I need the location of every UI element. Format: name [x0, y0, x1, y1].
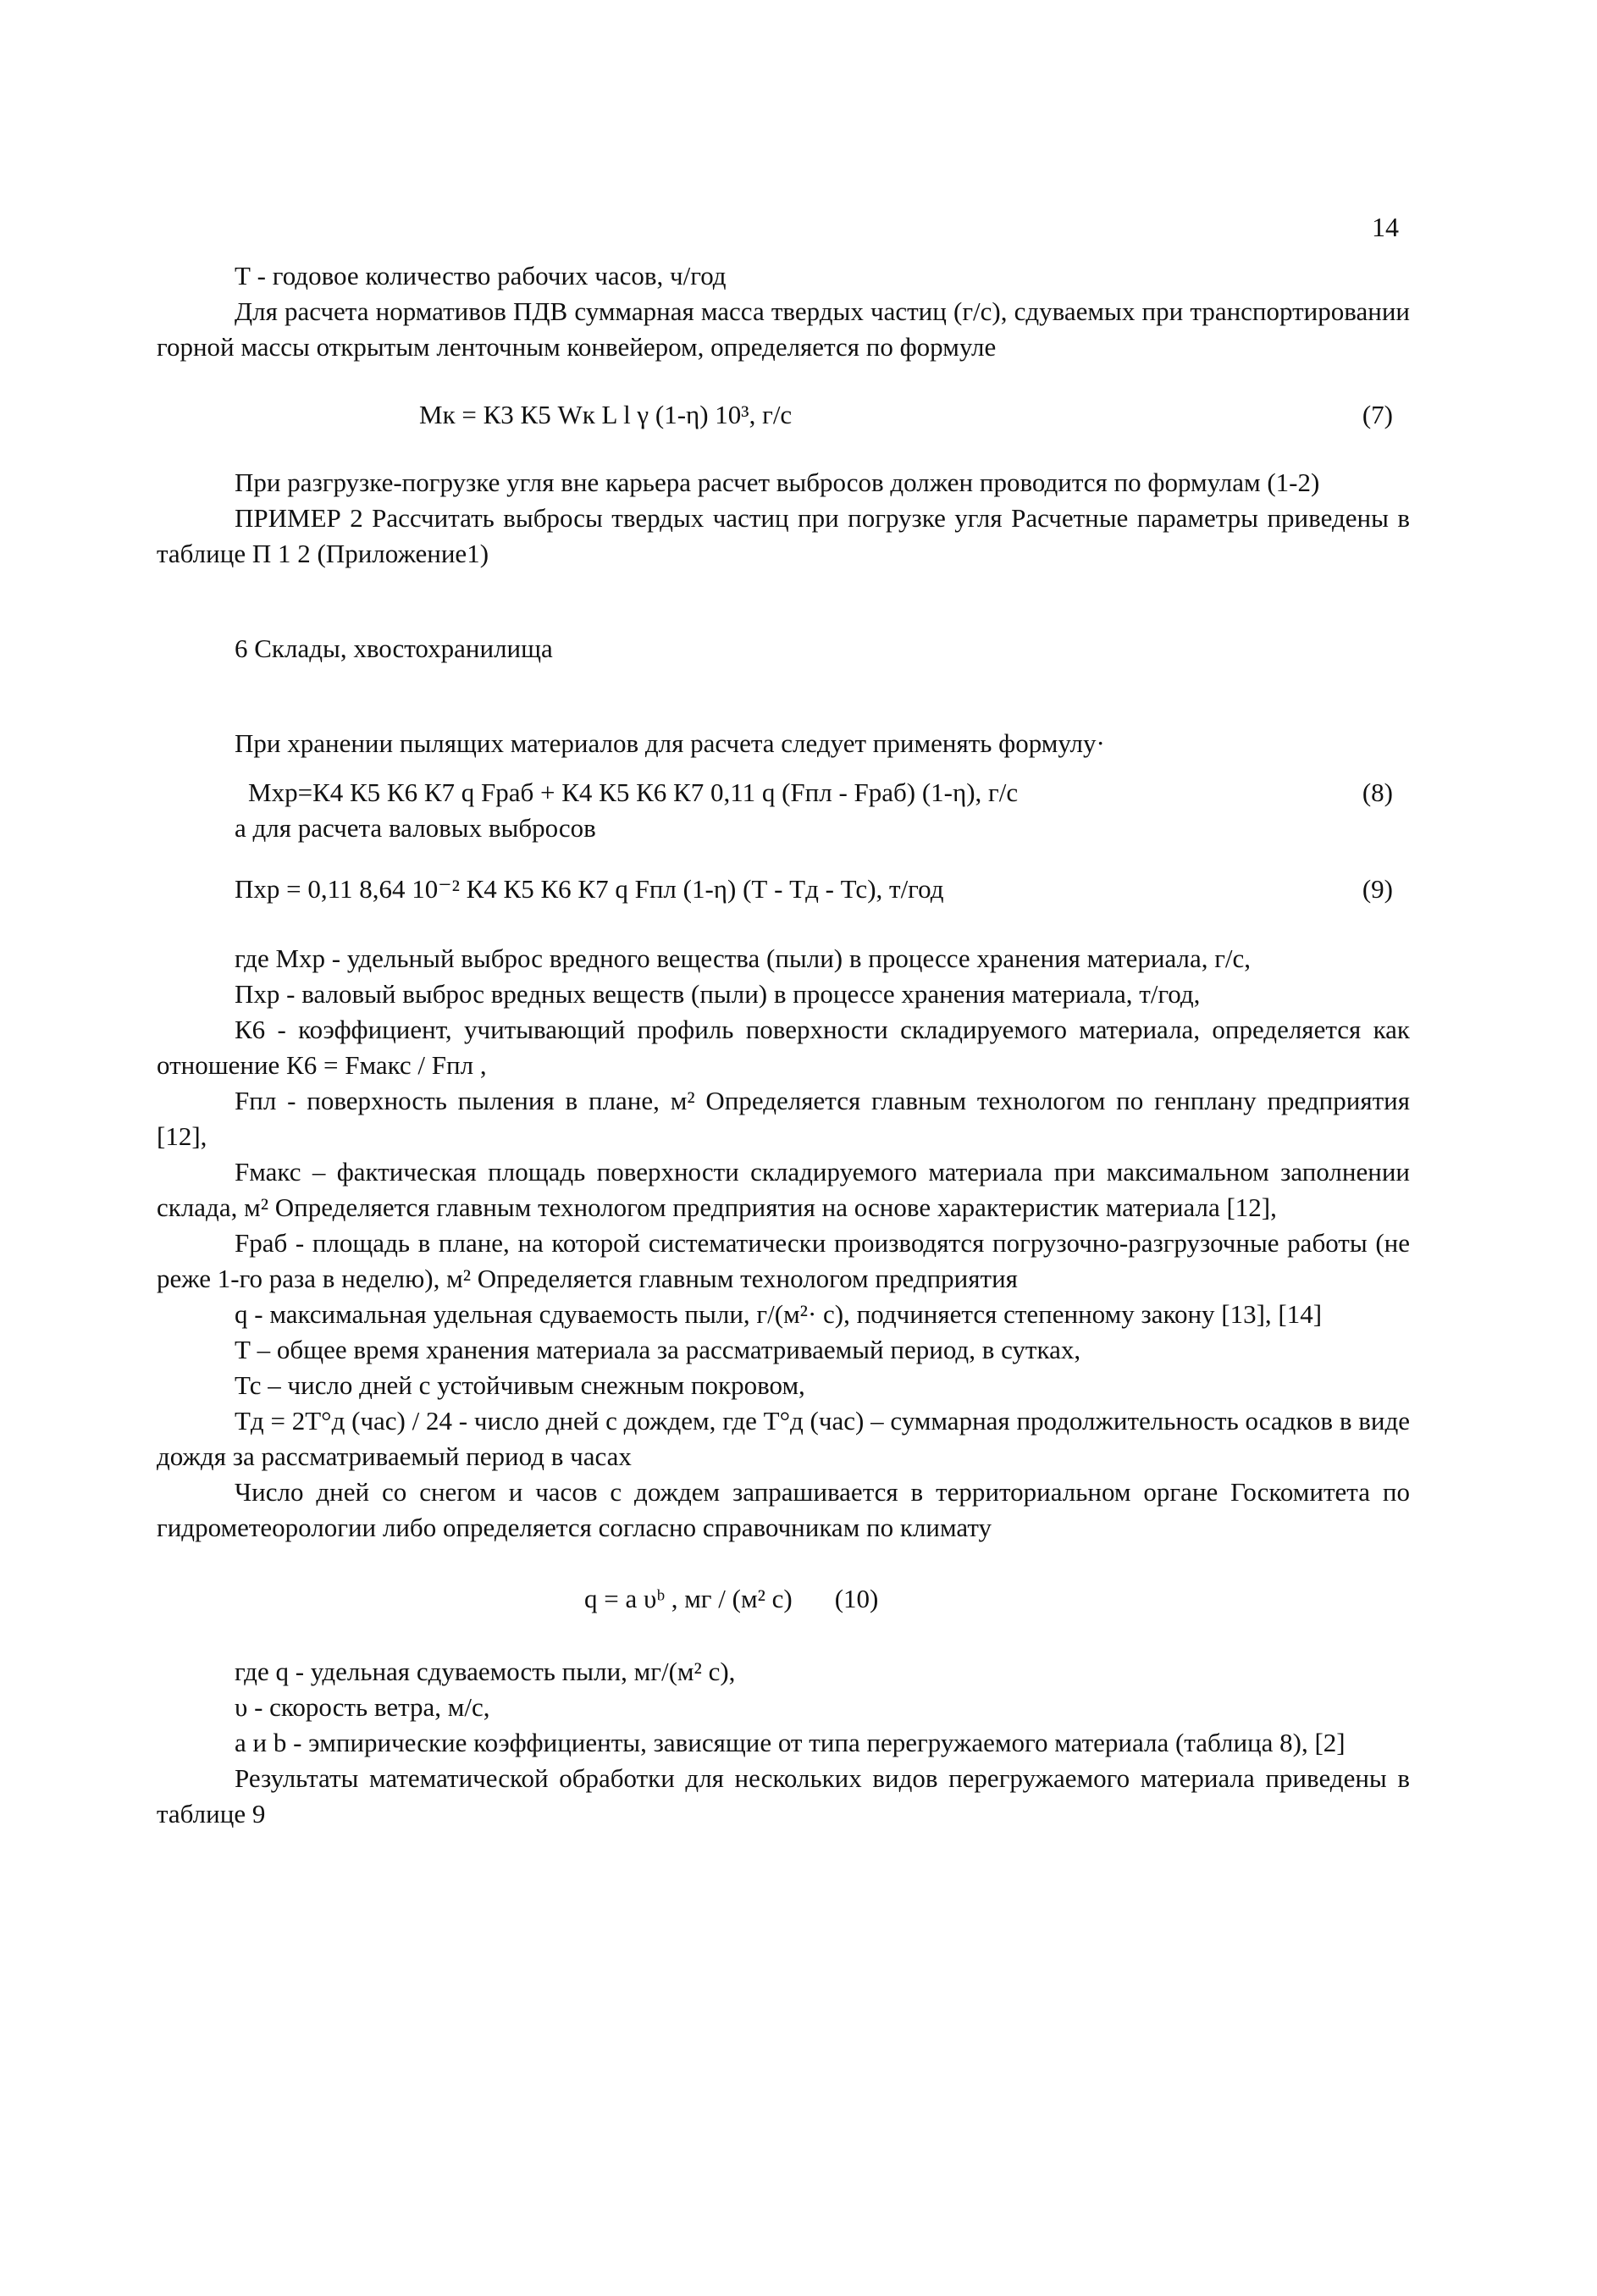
paragraph-annual-hours: Т - годовое количество рабочих часов, ч/год: [235, 261, 727, 290]
definition-q-specific: где q - удельная сдуваемость пыли, мг/(м² с),: [235, 1657, 736, 1686]
formula-10: [157, 1581, 1410, 1617]
definition-tc: Тс – число дней с устойчивым снежным покровом,: [235, 1370, 805, 1400]
definition-frab: Fраб - площадь в плане, на которой систематически производятся погрузочно-разгрузочные работы (не реже 1-го раза в неделю), м² Определяется главным технологом предприятия: [157, 1228, 1410, 1293]
paragraph-example-2: ПРИМЕР 2 Рассчитать выбросы твердых частиц при погрузке угля Расчетные параметры приведены в таблице П 1 2 (Приложение1): [157, 503, 1410, 568]
formula-8-expression: Мхр=К4 К5 К6 К7 q Fраб + К4 К5 К6 К7 0,11 q (Fпл - Fраб) (1-η), г/с: [248, 777, 1019, 807]
formula-7-number: (7): [1362, 400, 1393, 429]
definition-mxr: где Мхр - удельный выброс вредного вещества (пыли) в процессе хранения материала, г/с,: [235, 943, 1252, 973]
formula-9: [157, 871, 1410, 907]
definition-fmaks: Fмакс – фактическая площадь поверхности складируемого материала при максимальном заполнении склада, м² Определяется главным технологом предприятия на основе характеристик материала [12],: [157, 1157, 1410, 1222]
document-body: [157, 258, 1410, 1832]
definition-k6: К6 - коэффициент, учитывающий профиль поверхности складируемого материала, определяется как отношение К6 = Fмакс / Fпл ,: [157, 1015, 1410, 1080]
paragraph-gross-emissions: а для расчета валовых выбросов: [235, 813, 596, 843]
formula-10-expression: q = a υᵇ , мг / (м² с): [584, 1584, 793, 1613]
paragraph-storage-intro: При хранении пылящих материалов для расчета следует применять формулу·: [235, 728, 1105, 758]
formula-8: [157, 775, 1410, 811]
formula-9-number: (9): [1362, 874, 1393, 904]
paragraph-conveyor-intro: Для расчета нормативов ПДВ суммарная масса твердых частиц (г/с), сдуваемых при транспортировании горной массы открытым ленточным конвейером, определяется по формуле: [157, 296, 1410, 362]
formula-10-number: (10): [834, 1584, 879, 1613]
definition-q: q - максимальная удельная сдуваемость пыли, г/(м²· с), подчиняется степенному закону [13], [14]: [235, 1299, 1323, 1329]
formula-7-expression: Мк = К3 К5 Wк L l γ (1-η) 10³, г/с: [419, 400, 793, 429]
section-heading-warehouses: 6 Склады, хвостохранилища: [235, 633, 553, 663]
definition-pxr: Пхр - валовый выброс вредных веществ (пыли) в процессе хранения материала, т/год,: [235, 979, 1201, 1009]
formula-8-number: (8): [1362, 777, 1393, 807]
paragraph-climate-data: Число дней со снегом и часов с дождем запрашивается в территориальном органе Госкомитета по гидрометеорологии либо определяется согласно справочникам по климату: [157, 1477, 1410, 1542]
paragraph-results: Результаты математической обработки для нескольких видов перегружаемого материала приведены в таблице 9: [157, 1763, 1410, 1829]
formula-7: [157, 397, 1410, 433]
definition-wind-speed: υ - скорость ветра, м/с,: [235, 1692, 490, 1722]
page-number: 14: [1372, 212, 1399, 242]
formula-9-expression: Пхр = 0,11 8,64 10⁻² К4 К5 К6 К7 q Fпл (1-η) (Т - Тд - Тс), т/год: [235, 874, 944, 904]
definition-t: Т – общее время хранения материала за рассматриваемый период, в сутках,: [235, 1335, 1081, 1364]
paragraph-unloading: При разгрузке-погрузке угля вне карьера расчет выбросов должен проводится по формулам (1-2): [235, 467, 1320, 497]
definition-a-b: а и b - эмпирические коэффициенты, зависящие от типа перегружаемого материала (таблица 8), [2]: [235, 1728, 1346, 1757]
definition-fpl: Fпл - поверхность пыления в плане, м² Определяется главным технологом по генплану предприятия [12],: [157, 1086, 1410, 1151]
definition-td: Тд = 2Т°д (час) / 24 - число дней с дождем, где Т°д (час) – суммарная продолжительность осадков в виде дождя за рассматриваемый период в часах: [157, 1406, 1410, 1471]
